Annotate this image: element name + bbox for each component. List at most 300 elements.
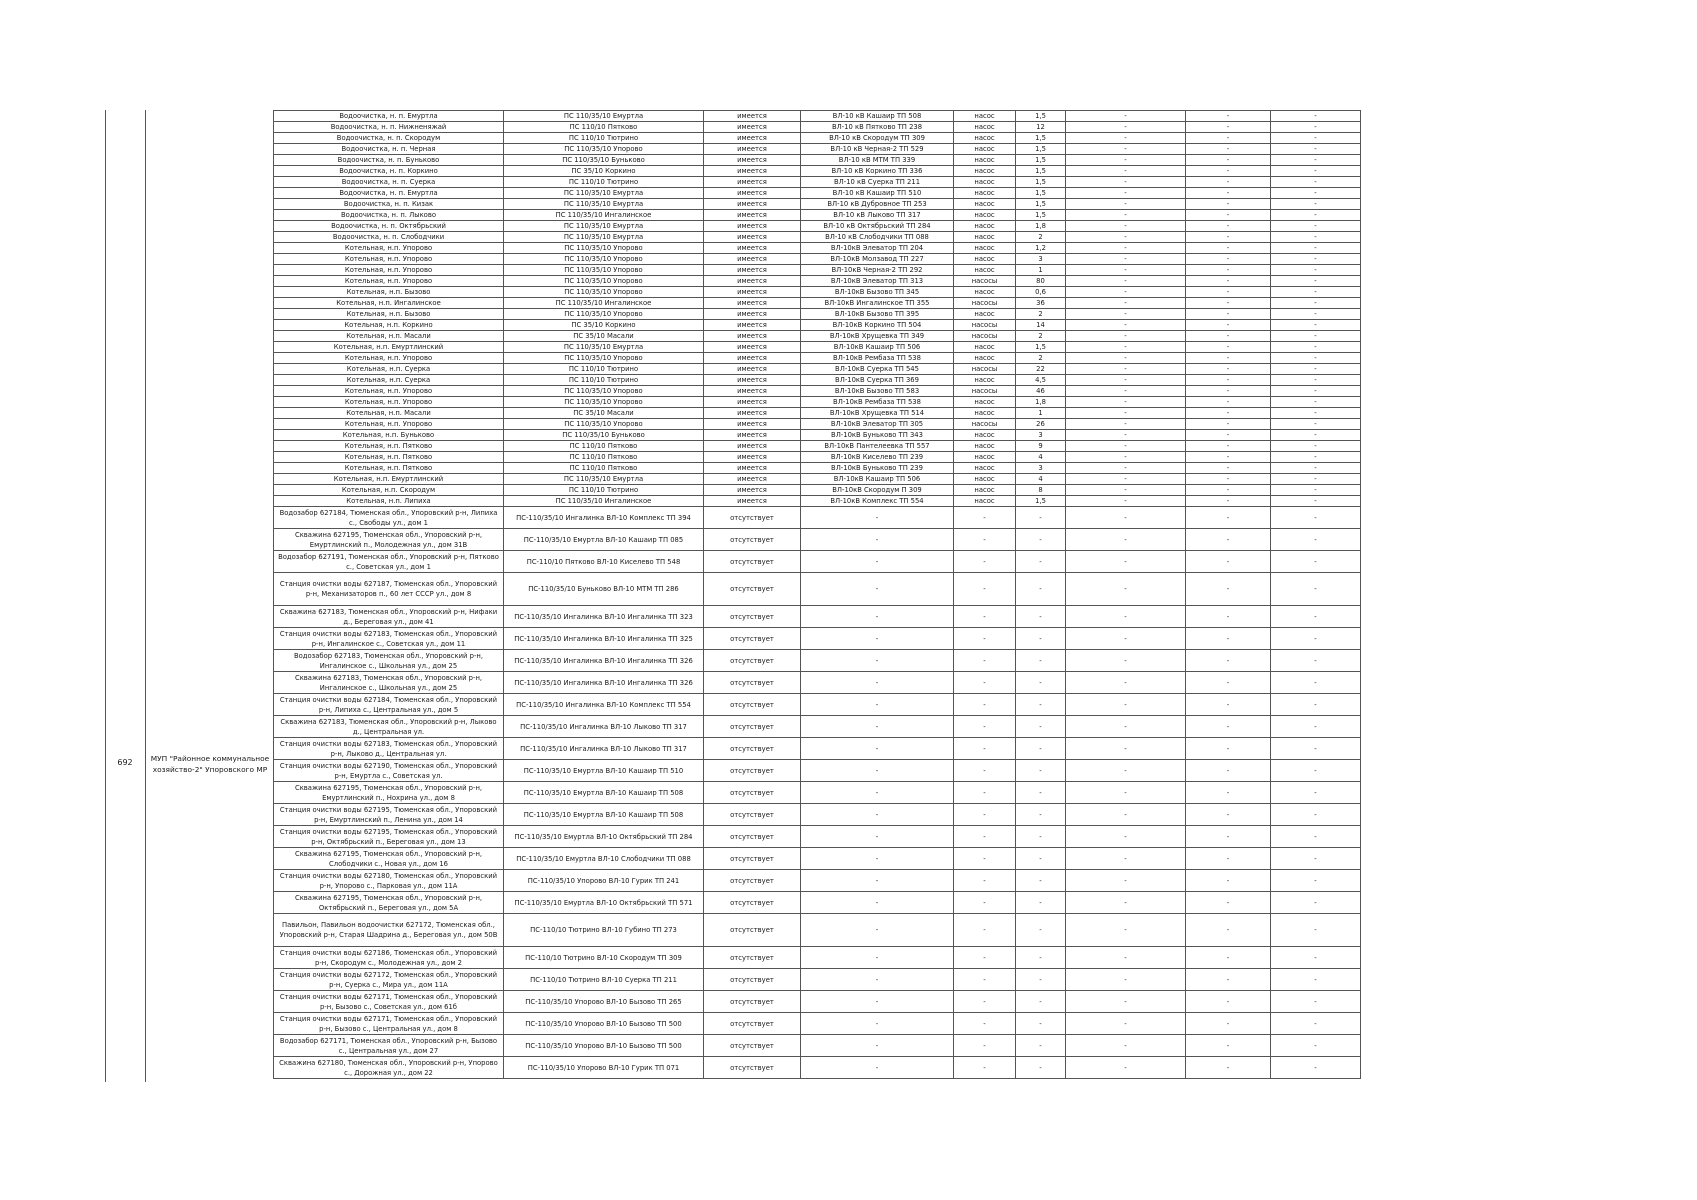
power-cell: 1,2 xyxy=(1016,243,1066,254)
col7-cell: - xyxy=(1066,870,1186,892)
table-row xyxy=(274,210,1361,221)
line-cell: ВЛ-10 кВ Скородум ТП 309 xyxy=(801,133,954,144)
substation-cell: ПС 110/10 Тютрино xyxy=(504,364,704,375)
power-cell: 1,5 xyxy=(1016,496,1066,507)
col7-cell: - xyxy=(1066,144,1186,155)
equipment-cell: насос xyxy=(954,111,1016,122)
col8-cell: - xyxy=(1186,716,1271,738)
substation-cell: ПС 110/10 Тютрино xyxy=(504,485,704,496)
equipment-cell: - xyxy=(954,628,1016,650)
equipment-cell: насос xyxy=(954,375,1016,386)
status-cell: имеется xyxy=(704,221,801,232)
col8-cell: - xyxy=(1186,760,1271,782)
table-row xyxy=(274,606,1361,628)
col7-cell: - xyxy=(1066,826,1186,848)
line-cell: ВЛ-10кВ Кашаир ТП 506 xyxy=(801,474,954,485)
col9-cell: - xyxy=(1271,210,1361,221)
table-row xyxy=(274,694,1361,716)
equipment-cell: насос xyxy=(954,463,1016,474)
col7-cell: - xyxy=(1066,485,1186,496)
status-cell: имеется xyxy=(704,342,801,353)
col9-cell: - xyxy=(1271,133,1361,144)
equipment-cell: насос xyxy=(954,408,1016,419)
line-cell: ВЛ-10 кВ Слободчики ТП 088 xyxy=(801,232,954,243)
col8-cell: - xyxy=(1186,375,1271,386)
status-cell: имеется xyxy=(704,331,801,342)
col9-cell: - xyxy=(1271,650,1361,672)
table-row xyxy=(274,166,1361,177)
substation-cell: ПС-110/35/10 Упорово ВЛ-10 Бызово ТП 500 xyxy=(504,1013,704,1035)
power-cell: 36 xyxy=(1016,298,1066,309)
power-cell: 4 xyxy=(1016,452,1066,463)
status-cell: имеется xyxy=(704,419,801,430)
power-cell: - xyxy=(1016,826,1066,848)
table-row xyxy=(274,738,1361,760)
equipment-cell: насос xyxy=(954,441,1016,452)
equipment-cell: - xyxy=(954,804,1016,826)
col9-cell: - xyxy=(1271,782,1361,804)
equipment-cell: - xyxy=(954,672,1016,694)
col9-cell: - xyxy=(1271,331,1361,342)
equipment-cell: - xyxy=(954,892,1016,914)
table-row xyxy=(274,826,1361,848)
status-cell: имеется xyxy=(704,397,801,408)
substation-cell: ПС 110/10 Пятково xyxy=(504,452,704,463)
equipment-cell: - xyxy=(954,606,1016,628)
status-cell: отсутствует xyxy=(704,672,801,694)
col9-cell: - xyxy=(1271,969,1361,991)
line-cell: ВЛ-10 кВ Дубровное ТП 253 xyxy=(801,199,954,210)
equipment-cell: - xyxy=(954,969,1016,991)
col7-cell: - xyxy=(1066,991,1186,1013)
col9-cell: - xyxy=(1271,320,1361,331)
line-cell: - xyxy=(801,760,954,782)
col9-cell: - xyxy=(1271,529,1361,551)
col7-cell: - xyxy=(1066,177,1186,188)
line-cell: - xyxy=(801,551,954,573)
table-row xyxy=(274,529,1361,551)
table-row xyxy=(274,177,1361,188)
equipment-cell: - xyxy=(954,782,1016,804)
col7-cell: - xyxy=(1066,232,1186,243)
col9-cell: - xyxy=(1271,419,1361,430)
status-cell: имеется xyxy=(704,452,801,463)
status-cell: имеется xyxy=(704,265,801,276)
line-cell: - xyxy=(801,738,954,760)
table-row xyxy=(274,474,1361,485)
equipment-cell: насос xyxy=(954,232,1016,243)
col9-cell: - xyxy=(1271,804,1361,826)
object-cell: Водоочистка, н. п. Буньково xyxy=(274,155,504,166)
col9-cell: - xyxy=(1271,738,1361,760)
equipment-cell: - xyxy=(954,760,1016,782)
col7-cell: - xyxy=(1066,309,1186,320)
power-cell: - xyxy=(1016,848,1066,870)
power-cell: 1 xyxy=(1016,408,1066,419)
equipment-cell: насос xyxy=(954,496,1016,507)
status-cell: отсутствует xyxy=(704,848,801,870)
object-cell: Станция очистки воды 627187, Тюменская обл., Упоровский р-н, Механизаторов п., 60 лет СССР ул., дом 8 xyxy=(274,573,504,606)
status-cell: имеется xyxy=(704,166,801,177)
status-cell: имеется xyxy=(704,496,801,507)
col8-cell: - xyxy=(1186,254,1271,265)
object-cell: Котельная, н.п. Упорово xyxy=(274,386,504,397)
equipment-cell: - xyxy=(954,1057,1016,1079)
equipment-cell: насосы xyxy=(954,386,1016,397)
substation-cell: ПС-110/10 Тютрино ВЛ-10 Губино ТП 273 xyxy=(504,914,704,947)
power-cell: - xyxy=(1016,716,1066,738)
col8-cell: - xyxy=(1186,309,1271,320)
status-cell: имеется xyxy=(704,353,801,364)
line-cell: ВЛ-10кВ Скородум П 309 xyxy=(801,485,954,496)
table-row xyxy=(274,716,1361,738)
col8-cell: - xyxy=(1186,265,1271,276)
col7-cell: - xyxy=(1066,133,1186,144)
col7-cell: - xyxy=(1066,672,1186,694)
object-cell: Скважина 627183, Тюменская обл., Упоровский р-н, Лыково д., Центральная ул. xyxy=(274,716,504,738)
col7-cell: - xyxy=(1066,804,1186,826)
col8-cell: - xyxy=(1186,243,1271,254)
substation-cell: ПС-110/35/10 Упорово ВЛ-10 Гурик ТП 241 xyxy=(504,870,704,892)
object-cell: Водоочистка, н. п. Черная xyxy=(274,144,504,155)
col8-cell: - xyxy=(1186,892,1271,914)
col8-cell: - xyxy=(1186,947,1271,969)
col7-cell: - xyxy=(1066,375,1186,386)
col7-cell: - xyxy=(1066,914,1186,947)
col9-cell: - xyxy=(1271,408,1361,419)
power-cell: 1,5 xyxy=(1016,210,1066,221)
status-cell: отсутствует xyxy=(704,738,801,760)
table-row xyxy=(274,969,1361,991)
line-cell: ВЛ-10кВ Рембаза ТП 538 xyxy=(801,353,954,364)
power-cell: - xyxy=(1016,628,1066,650)
line-cell: - xyxy=(801,870,954,892)
facilities-table-body xyxy=(274,111,1361,1079)
col8-cell: - xyxy=(1186,386,1271,397)
substation-cell: ПС-110/35/10 Ингалинка ВЛ-10 Комплекс ТП 554 xyxy=(504,694,704,716)
line-cell: - xyxy=(801,947,954,969)
col9-cell: - xyxy=(1271,947,1361,969)
col8-cell: - xyxy=(1186,826,1271,848)
status-cell: отсутствует xyxy=(704,914,801,947)
status-cell: имеется xyxy=(704,375,801,386)
col8-cell: - xyxy=(1186,782,1271,804)
col8-cell: - xyxy=(1186,914,1271,947)
line-cell: - xyxy=(801,969,954,991)
status-cell: отсутствует xyxy=(704,1057,801,1079)
col8-cell: - xyxy=(1186,452,1271,463)
equipment-cell: насосы xyxy=(954,276,1016,287)
col8-cell: - xyxy=(1186,232,1271,243)
substation-cell: ПС-110/35/10 Емуртла ВЛ-10 Октябрьский ТП 284 xyxy=(504,826,704,848)
col9-cell: - xyxy=(1271,1013,1361,1035)
substation-cell: ПС-110/35/10 Буньково ВЛ-10 МТМ ТП 286 xyxy=(504,573,704,606)
col7-cell: - xyxy=(1066,507,1186,529)
col7-cell: - xyxy=(1066,782,1186,804)
power-cell: 1,5 xyxy=(1016,177,1066,188)
col9-cell: - xyxy=(1271,386,1361,397)
status-cell: отсутствует xyxy=(704,782,801,804)
col8-cell: - xyxy=(1186,210,1271,221)
line-cell: - xyxy=(801,892,954,914)
status-cell: отсутствует xyxy=(704,606,801,628)
object-cell: Котельная, н.п. Упорово xyxy=(274,265,504,276)
power-cell: 9 xyxy=(1016,441,1066,452)
col9-cell: - xyxy=(1271,760,1361,782)
line-cell: - xyxy=(801,782,954,804)
substation-cell: ПС 110/35/10 Упорово xyxy=(504,243,704,254)
object-cell: Водоочистка, н. п. Кизак xyxy=(274,199,504,210)
substation-cell: ПС 110/10 Тютрино xyxy=(504,133,704,144)
col8-cell: - xyxy=(1186,155,1271,166)
status-cell: отсутствует xyxy=(704,650,801,672)
equipment-cell: - xyxy=(954,694,1016,716)
line-cell: ВЛ-10кВ Рембаза ТП 538 xyxy=(801,397,954,408)
col7-cell: - xyxy=(1066,265,1186,276)
table-row xyxy=(274,848,1361,870)
col8-cell: - xyxy=(1186,529,1271,551)
col8-cell: - xyxy=(1186,364,1271,375)
col8-cell: - xyxy=(1186,177,1271,188)
col7-cell: - xyxy=(1066,441,1186,452)
equipment-cell: насос xyxy=(954,155,1016,166)
line-cell: ВЛ-10 кВ Лыково ТП 317 xyxy=(801,210,954,221)
equipment-cell: - xyxy=(954,650,1016,672)
table-row xyxy=(274,628,1361,650)
power-cell: 1,5 xyxy=(1016,133,1066,144)
object-cell: Станция очистки воды 627183, Тюменская обл., Упоровский р-н, Лыково д., Центральная ул. xyxy=(274,738,504,760)
col9-cell: - xyxy=(1271,221,1361,232)
line-cell: - xyxy=(801,606,954,628)
line-cell: ВЛ-10 кВ Кашаир ТП 508 xyxy=(801,111,954,122)
equipment-cell: насос xyxy=(954,188,1016,199)
power-cell: - xyxy=(1016,672,1066,694)
line-cell: - xyxy=(801,573,954,606)
substation-cell: ПС 35/10 Коркино xyxy=(504,320,704,331)
col9-cell: - xyxy=(1271,474,1361,485)
power-cell: - xyxy=(1016,606,1066,628)
equipment-cell: - xyxy=(954,1035,1016,1057)
col9-cell: - xyxy=(1271,177,1361,188)
col8-cell: - xyxy=(1186,430,1271,441)
equipment-cell: - xyxy=(954,826,1016,848)
table-row xyxy=(274,947,1361,969)
col7-cell: - xyxy=(1066,353,1186,364)
object-cell: Станция очистки воды 627171, Тюменская обл., Упоровский р-н, Бызово с., Центральная ул., дом 8 xyxy=(274,1013,504,1035)
table-row xyxy=(274,243,1361,254)
status-cell: имеется xyxy=(704,122,801,133)
line-cell: ВЛ-10кВ Хрущевка ТП 514 xyxy=(801,408,954,419)
col9-cell: - xyxy=(1271,551,1361,573)
object-cell: Котельная, н.п. Коркино xyxy=(274,320,504,331)
object-cell: Скважина 627180, Тюменская обл., Упоровский р-н, Упорово с., Дорожная ул., дом 22 xyxy=(274,1057,504,1079)
col8-cell: - xyxy=(1186,1057,1271,1079)
left-border-line xyxy=(105,110,106,1082)
equipment-cell: насос xyxy=(954,243,1016,254)
object-cell: Павильон, Павильон водоочистки 627172, Тюменская обл., Упоровский р-н, Старая Шадрина д., Береговая ул., дом 50В xyxy=(274,914,504,947)
status-cell: имеется xyxy=(704,463,801,474)
status-cell: отсутствует xyxy=(704,969,801,991)
object-cell: Станция очистки воды 627180, Тюменская обл., Упоровский р-н, Упорово с., Парковая ул., дом 11А xyxy=(274,870,504,892)
col8-cell: - xyxy=(1186,342,1271,353)
status-cell: имеется xyxy=(704,144,801,155)
power-cell: - xyxy=(1016,507,1066,529)
col7-cell: - xyxy=(1066,452,1186,463)
substation-cell: ПС 110/35/10 Ингалинское xyxy=(504,298,704,309)
col8-cell: - xyxy=(1186,320,1271,331)
line-cell: - xyxy=(801,1013,954,1035)
col9-cell: - xyxy=(1271,606,1361,628)
object-cell: Котельная, н.п. Масали xyxy=(274,408,504,419)
line-cell: ВЛ-10кВ Ингалинское ТП 355 xyxy=(801,298,954,309)
table-row xyxy=(274,760,1361,782)
substation-cell: ПС 110/35/10 Емуртла xyxy=(504,474,704,485)
equipment-cell: - xyxy=(954,507,1016,529)
status-cell: имеется xyxy=(704,309,801,320)
status-cell: отсутствует xyxy=(704,1013,801,1035)
substation-cell: ПС-110/35/10 Ингалинка ВЛ-10 Ингалинка ТП 326 xyxy=(504,672,704,694)
substation-cell: ПС-110/35/10 Упорово ВЛ-10 Бызово ТП 500 xyxy=(504,1035,704,1057)
table-row xyxy=(274,452,1361,463)
col7-cell: - xyxy=(1066,243,1186,254)
org-number: 692 xyxy=(117,758,133,767)
equipment-cell: насос xyxy=(954,430,1016,441)
power-cell: 4,5 xyxy=(1016,375,1066,386)
table-row xyxy=(274,463,1361,474)
object-cell: Водозабор 627171, Тюменская обл., Упоровский р-н, Бызово с., Центральная ул., дом 27 xyxy=(274,1035,504,1057)
object-cell: Котельная, н.п. Масали xyxy=(274,331,504,342)
substation-cell: ПС 35/10 Масали xyxy=(504,331,704,342)
table-row xyxy=(274,804,1361,826)
table-row xyxy=(274,221,1361,232)
object-cell: Станция очистки воды 627186, Тюменская обл., Упоровский р-н, Скородум с., Молодежная ул., дом 2 xyxy=(274,947,504,969)
line-cell: - xyxy=(801,914,954,947)
col8-cell: - xyxy=(1186,551,1271,573)
col9-cell: - xyxy=(1271,716,1361,738)
col8-cell: - xyxy=(1186,1013,1271,1035)
power-cell: - xyxy=(1016,782,1066,804)
status-cell: имеется xyxy=(704,177,801,188)
status-cell: имеется xyxy=(704,408,801,419)
col7-cell: - xyxy=(1066,419,1186,430)
col8-cell: - xyxy=(1186,397,1271,408)
table-row xyxy=(274,551,1361,573)
col7-cell: - xyxy=(1066,694,1186,716)
substation-cell: ПС 110/35/10 Емуртла xyxy=(504,188,704,199)
equipment-cell: насос xyxy=(954,166,1016,177)
col7-cell: - xyxy=(1066,529,1186,551)
equipment-cell: - xyxy=(954,738,1016,760)
table-row xyxy=(274,507,1361,529)
table-row xyxy=(274,342,1361,353)
col8-cell: - xyxy=(1186,496,1271,507)
object-cell: Водоочистка, н. п. Лыково xyxy=(274,210,504,221)
table-row xyxy=(274,265,1361,276)
line-cell: ВЛ-10кВ Коркино ТП 504 xyxy=(801,320,954,331)
status-cell: имеется xyxy=(704,210,801,221)
equipment-cell: - xyxy=(954,870,1016,892)
object-cell: Котельная, н.п. Пятково xyxy=(274,452,504,463)
col8-cell: - xyxy=(1186,122,1271,133)
col9-cell: - xyxy=(1271,232,1361,243)
line-cell: ВЛ-10кВ Бызово ТП 395 xyxy=(801,309,954,320)
col8-cell: - xyxy=(1186,276,1271,287)
line-cell: - xyxy=(801,804,954,826)
power-cell: 1,5 xyxy=(1016,199,1066,210)
equipment-cell: насосы xyxy=(954,419,1016,430)
object-cell: Водоочистка, н. п. Нижненяжай xyxy=(274,122,504,133)
table-row xyxy=(274,650,1361,672)
power-cell: - xyxy=(1016,650,1066,672)
status-cell: имеется xyxy=(704,188,801,199)
object-cell: Водозабор 627184, Тюменская обл., Упоровский р-н, Липиха с., Свободы ул., дом 1 xyxy=(274,507,504,529)
col8-cell: - xyxy=(1186,870,1271,892)
power-cell: - xyxy=(1016,947,1066,969)
col9-cell: - xyxy=(1271,672,1361,694)
table-row xyxy=(274,419,1361,430)
object-cell: Скважина 627195, Тюменская обл., Упоровский р-н, Слободчики с., Новая ул., дом 16 xyxy=(274,848,504,870)
object-cell: Станция очистки воды 627172, Тюменская обл., Упоровский р-н, Суерка с., Мира ул., дом 11А xyxy=(274,969,504,991)
col8-cell: - xyxy=(1186,111,1271,122)
col8-cell: - xyxy=(1186,991,1271,1013)
substation-cell: ПС-110/10 Пятково ВЛ-10 Киселево ТП 548 xyxy=(504,551,704,573)
table-row xyxy=(274,397,1361,408)
col9-cell: - xyxy=(1271,342,1361,353)
status-cell: отсутствует xyxy=(704,870,801,892)
substation-cell: ПС 110/35/10 Емуртла xyxy=(504,232,704,243)
col8-cell: - xyxy=(1186,969,1271,991)
table-row xyxy=(274,496,1361,507)
col8-cell: - xyxy=(1186,188,1271,199)
equipment-cell: - xyxy=(954,573,1016,606)
object-cell: Котельная, н.п. Упорово xyxy=(274,419,504,430)
table-row xyxy=(274,111,1361,122)
object-cell: Скважина 627183, Тюменская обл., Упоровский р-н, Ингалинское с., Школьная ул., дом 25 xyxy=(274,672,504,694)
object-cell: Станция очистки воды 627195, Тюменская обл., Упоровский р-н, Емуртлинский п., Ленина ул., дом 14 xyxy=(274,804,504,826)
col9-cell: - xyxy=(1271,573,1361,606)
object-cell: Котельная, н.п. Емуртлинский xyxy=(274,342,504,353)
col7-cell: - xyxy=(1066,408,1186,419)
table-row xyxy=(274,1013,1361,1035)
line-cell: ВЛ-10кВ Элеватор ТП 313 xyxy=(801,276,954,287)
line-cell: - xyxy=(801,716,954,738)
col8-cell: - xyxy=(1186,804,1271,826)
power-cell: 2 xyxy=(1016,331,1066,342)
line-cell: - xyxy=(801,694,954,716)
substation-cell: ПС 110/35/10 Буньково xyxy=(504,155,704,166)
substation-cell: ПС-110/35/10 Ингалинка ВЛ-10 Ингалинка ТП 325 xyxy=(504,628,704,650)
line-cell: ВЛ-10 кВ Кашаир ТП 510 xyxy=(801,188,954,199)
line-cell: ВЛ-10 кВ Черная-2 ТП 529 xyxy=(801,144,954,155)
col9-cell: - xyxy=(1271,188,1361,199)
substation-cell: ПС 110/35/10 Упорово xyxy=(504,419,704,430)
line-cell: ВЛ-10 кВ Октябрьский ТП 284 xyxy=(801,221,954,232)
col9-cell: - xyxy=(1271,441,1361,452)
equipment-cell: насос xyxy=(954,133,1016,144)
col9-cell: - xyxy=(1271,397,1361,408)
substation-cell: ПС 35/10 Масали xyxy=(504,408,704,419)
col7-cell: - xyxy=(1066,573,1186,606)
power-cell: 8 xyxy=(1016,485,1066,496)
line-cell: - xyxy=(801,507,954,529)
col8-cell: - xyxy=(1186,606,1271,628)
equipment-cell: насос xyxy=(954,144,1016,155)
line-cell: ВЛ-10кВ Комплекс ТП 554 xyxy=(801,496,954,507)
line-cell: ВЛ-10кВ Бызово ТП 345 xyxy=(801,287,954,298)
object-cell: Котельная, н.п. Упорово xyxy=(274,243,504,254)
table-row xyxy=(274,188,1361,199)
equipment-cell: насосы xyxy=(954,298,1016,309)
